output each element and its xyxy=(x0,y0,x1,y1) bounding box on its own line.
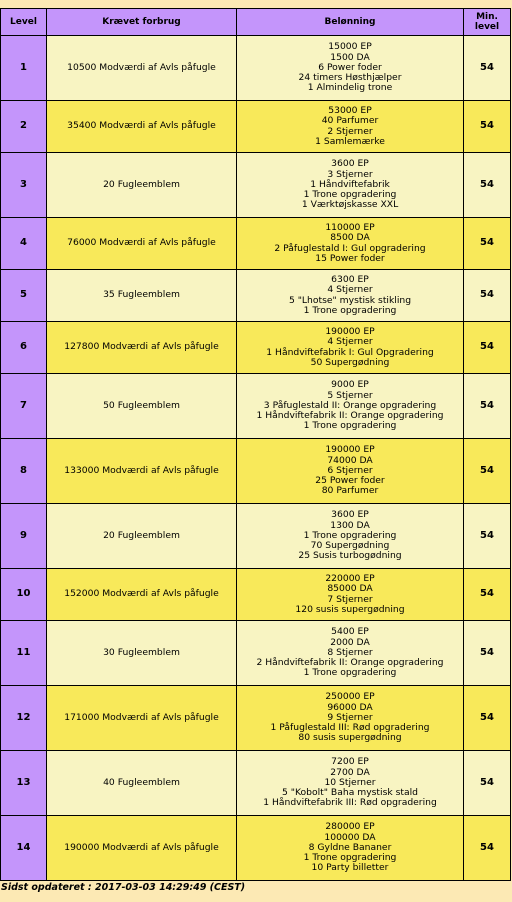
reward-line: 53000 EP xyxy=(328,105,372,117)
required-cell: 50 Fugleemblem xyxy=(47,374,237,439)
table-row xyxy=(1,101,511,153)
reward-cell xyxy=(237,374,464,439)
header-required: Krævet forbrug xyxy=(47,9,237,36)
reward-cell xyxy=(237,686,464,751)
reward-line: 5 "Kobolt" Baha mystisk stald xyxy=(282,787,418,799)
reward-line: 40 Parfumer xyxy=(321,115,379,127)
table-row xyxy=(1,439,511,504)
reward-line: 9000 EP xyxy=(331,379,369,391)
level-cell: 11 xyxy=(1,621,47,686)
reward-cell xyxy=(237,621,464,686)
level-cell: 4 xyxy=(1,218,47,270)
level-cell: 1 xyxy=(1,36,47,101)
reward-cell xyxy=(237,153,464,218)
min-level-cell: 54 xyxy=(464,322,511,374)
required-cell: 190000 Modværdi af Avls påfugle xyxy=(47,816,237,881)
reward-line: 5400 EP xyxy=(331,626,369,638)
min-level-cell: 54 xyxy=(464,36,511,101)
reward-line: 1 Trone opgradering xyxy=(303,667,397,679)
min-level-cell: 54 xyxy=(464,504,511,569)
min-level-cell: 54 xyxy=(464,153,511,218)
reward-cell xyxy=(237,322,464,374)
reward-line: 2000 DA xyxy=(330,636,370,648)
reward-cell xyxy=(237,569,464,621)
reward-line: 6 Power foder xyxy=(318,61,382,73)
reward-line: 1500 DA xyxy=(330,51,370,63)
min-level-cell: 54 xyxy=(464,569,511,621)
level-cell: 10 xyxy=(1,569,47,621)
reward-line: 8 Gyldne Bananer xyxy=(308,841,392,853)
min-level-cell: 54 xyxy=(464,218,511,270)
required-cell: 152000 Modværdi af Avls påfugle xyxy=(47,569,237,621)
level-cell: 7 xyxy=(1,374,47,439)
table-row xyxy=(1,153,511,218)
reward-line: 96000 DA xyxy=(327,701,373,713)
table-row xyxy=(1,374,511,439)
reward-line: 7200 EP xyxy=(331,756,369,768)
table-row xyxy=(1,569,511,621)
min-level-cell: 54 xyxy=(464,751,511,816)
required-cell: 76000 Modværdi af Avls påfugle xyxy=(47,218,237,270)
table-row xyxy=(1,816,511,881)
required-cell: 40 Fugleemblem xyxy=(47,751,237,816)
last-updated-footer: Sidst opdateret : 2017-03-03 14:29:49 (CEST) xyxy=(1,882,246,893)
min-level-cell: 54 xyxy=(464,621,511,686)
level-cell: 9 xyxy=(1,504,47,569)
level-cell: 8 xyxy=(1,439,47,504)
reward-line: 8 Stjerner xyxy=(327,646,373,658)
reward-line: 220000 EP xyxy=(325,573,375,585)
min-level-cell: 54 xyxy=(464,439,511,504)
reward-line: 2700 DA xyxy=(330,766,370,778)
reward-line: 15000 EP xyxy=(328,41,372,53)
reward-line: 250000 EP xyxy=(325,691,375,703)
table-row xyxy=(1,751,511,816)
required-cell: 30 Fugleemblem xyxy=(47,621,237,686)
level-cell: 13 xyxy=(1,751,47,816)
level-cell: 3 xyxy=(1,153,47,218)
reward-line: 9 Stjerner xyxy=(327,711,373,723)
reward-line: 74000 DA xyxy=(327,454,373,466)
level-cell: 6 xyxy=(1,322,47,374)
min-level-cell: 54 xyxy=(464,816,511,881)
reward-line: 80 susis supergødning xyxy=(298,732,402,744)
header-min-level: Min. level xyxy=(464,9,511,36)
reward-line: 100000 DA xyxy=(324,831,376,843)
reward-line: 1 Håndviftefabrik II: Orange opgradering xyxy=(256,410,444,422)
reward-cell xyxy=(237,439,464,504)
reward-line: 85000 DA xyxy=(327,583,373,595)
reward-line: 1 Håndviftefabrik xyxy=(310,178,390,190)
reward-line: 10 Stjerner xyxy=(324,776,376,788)
rewards-table xyxy=(0,8,511,881)
reward-cell xyxy=(237,36,464,101)
reward-line: 2 Håndviftefabrik II: Orange opgradering xyxy=(256,657,444,669)
reward-line: 6 Stjerner xyxy=(327,464,373,476)
reward-line: 2 Stjerner xyxy=(327,125,373,137)
reward-line: 1300 DA xyxy=(330,519,370,531)
header-level: Level xyxy=(1,9,47,36)
table-body xyxy=(1,36,511,881)
reward-cell xyxy=(237,504,464,569)
reward-line: 1 Værktøjskasse XXL xyxy=(301,199,399,211)
reward-line: 190000 EP xyxy=(325,326,375,338)
reward-line: 3600 EP xyxy=(331,509,369,521)
table-header-row xyxy=(1,9,511,36)
reward-line: 70 Supergødning xyxy=(310,540,390,552)
required-cell: 171000 Modværdi af Avls påfugle xyxy=(47,686,237,751)
min-level-cell: 54 xyxy=(464,270,511,322)
reward-cell xyxy=(237,751,464,816)
level-cell: 12 xyxy=(1,686,47,751)
reward-line: 3 Påfuglestald II: Orange opgradering xyxy=(263,399,437,411)
reward-line: 15 Power foder xyxy=(315,252,385,264)
reward-line: 1 Trone opgradering xyxy=(303,852,397,864)
reward-line: 110000 EP xyxy=(325,222,375,234)
reward-cell xyxy=(237,270,464,322)
level-cell: 5 xyxy=(1,270,47,322)
reward-line: 50 Supergødning xyxy=(310,356,390,368)
required-cell: 20 Fugleemblem xyxy=(47,504,237,569)
table-row xyxy=(1,686,511,751)
reward-line: 5 "Lhotse" mystisk stikling xyxy=(288,294,412,306)
reward-line: 8500 DA xyxy=(330,232,370,244)
reward-line: 1 Trone opgradering xyxy=(303,304,397,316)
reward-line: 80 Parfumer xyxy=(321,485,379,497)
reward-line: 1 Håndviftefabrik I: Gul Opgradering xyxy=(266,346,434,358)
table-row xyxy=(1,270,511,322)
reward-line: 7 Stjerner xyxy=(327,593,373,605)
min-level-cell: 54 xyxy=(464,686,511,751)
reward-line: 280000 EP xyxy=(325,821,375,833)
reward-line: 120 susis supergødning xyxy=(295,603,405,615)
reward-line: 4 Stjerner xyxy=(327,284,373,296)
required-cell: 20 Fugleemblem xyxy=(47,153,237,218)
min-level-cell: 54 xyxy=(464,101,511,153)
reward-line: 6300 EP xyxy=(331,274,369,286)
reward-line: 1 Trone opgradering xyxy=(303,529,397,541)
reward-cell xyxy=(237,101,464,153)
level-cell: 14 xyxy=(1,816,47,881)
reward-line: 190000 EP xyxy=(325,444,375,456)
reward-line: 2 Påfuglestald I: Gul opgradering xyxy=(274,242,426,254)
reward-line: 10 Party billetter xyxy=(311,862,389,874)
reward-line: 3600 EP xyxy=(331,158,369,170)
reward-cell xyxy=(237,218,464,270)
reward-line: 5 Stjerner xyxy=(327,389,373,401)
table-row xyxy=(1,504,511,569)
reward-line: 4 Stjerner xyxy=(327,336,373,348)
required-cell: 10500 Modværdi af Avls påfugle xyxy=(47,36,237,101)
reward-line: 1 Påfuglestald III: Rød opgradering xyxy=(270,722,430,734)
reward-line: 1 Samlemærke xyxy=(315,135,385,147)
reward-line: 1 Trone opgradering xyxy=(303,420,397,432)
required-cell: 35400 Modværdi af Avls påfugle xyxy=(47,101,237,153)
reward-line: 25 Power foder xyxy=(315,475,385,487)
reward-line: 1 Håndviftefabrik III: Rød opgradering xyxy=(263,797,437,809)
reward-line: 1 Trone opgradering xyxy=(303,189,397,201)
level-cell: 2 xyxy=(1,101,47,153)
reward-line: 24 timers Høsthjælper xyxy=(298,72,402,84)
reward-line: 3 Stjerner xyxy=(327,168,373,180)
table-row xyxy=(1,322,511,374)
table-row xyxy=(1,621,511,686)
table-row xyxy=(1,218,511,270)
required-cell: 35 Fugleemblem xyxy=(47,270,237,322)
header-reward: Belønning xyxy=(237,9,464,36)
required-cell: 127800 Modværdi af Avls påfugle xyxy=(47,322,237,374)
min-level-cell: 54 xyxy=(464,374,511,439)
table-row xyxy=(1,36,511,101)
reward-line: 1 Almindelig trone xyxy=(307,82,393,94)
reward-cell xyxy=(237,816,464,881)
required-cell: 133000 Modværdi af Avls påfugle xyxy=(47,439,237,504)
reward-line: 25 Susis turbogødning xyxy=(298,550,402,562)
